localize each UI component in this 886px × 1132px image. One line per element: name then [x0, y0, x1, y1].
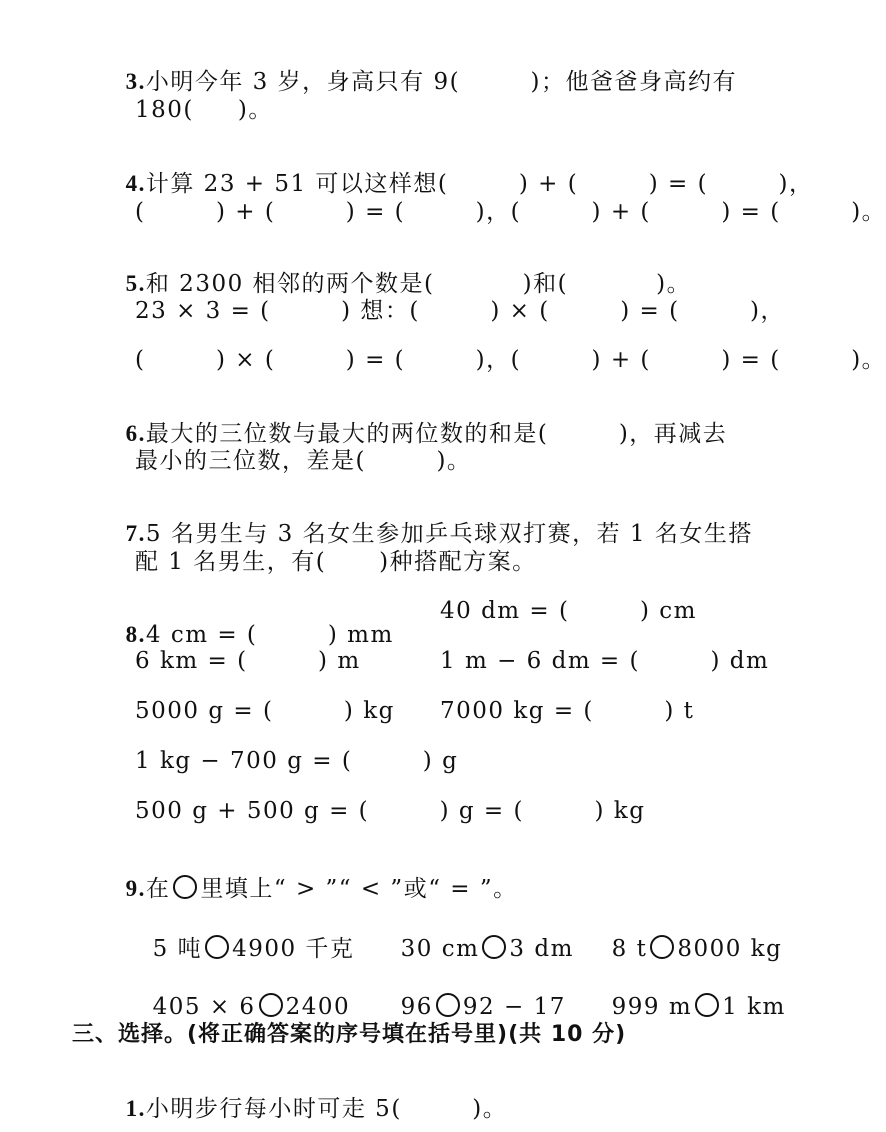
unit-conversion: 4 cm = ( ) mm — [145, 622, 394, 648]
question-text: 在 — [145, 876, 171, 902]
question-text: ( ) + ( ) = ( )，( ) + ( ) = ( )。 — [135, 199, 886, 225]
question-number: 6. — [125, 421, 146, 446]
unit-conversion: 6 km = ( ) m — [135, 648, 361, 674]
comparison-item — [594, 912, 782, 961]
question-text: 5 名男生与 3 名女生参加乒乓球双打赛，若 1 名女生搭 — [145, 521, 753, 547]
question-text: 小明步行每小时可走 5( )。 — [145, 1096, 508, 1122]
unit-conversion: 500 g + 500 g = ( ) g = ( ) kg — [135, 798, 646, 824]
question-6-cont — [135, 450, 471, 473]
question-text: 23 × 3 = ( ) 想：( ) × ( ) = ( )， — [135, 298, 786, 324]
question-text: 计算 23 + 51 可以这样想( ) + ( ) = ( )， — [145, 171, 814, 197]
compare-circle-icon[interactable] — [436, 993, 460, 1017]
compare-circle-icon[interactable] — [695, 993, 719, 1017]
unit-conversion: 7000 kg = ( ) t — [440, 698, 695, 724]
compare-circle-icon[interactable] — [205, 935, 229, 959]
question-text: ( ) × ( ) = ( )，( ) + ( ) = ( )。 — [135, 347, 886, 373]
compare-left: 999 m — [611, 994, 693, 1020]
unit-conversion: 5000 g = ( ) kg — [135, 698, 395, 724]
comparison-item — [383, 970, 566, 1019]
compare-left: 96 — [400, 994, 433, 1020]
question-4 — [108, 149, 814, 196]
question-8 — [108, 600, 394, 647]
question-3-cont — [135, 99, 273, 122]
question-4-cont — [135, 201, 886, 224]
compare-right: 92 − 17 — [462, 994, 566, 1020]
compare-right: 3 dm — [509, 936, 574, 962]
question-9 — [108, 852, 518, 901]
question-text: 里填上“ > ”“ < ”或“ = ”。 — [200, 876, 518, 902]
question-3 — [108, 47, 737, 94]
unit-conversion: 1 kg − 700 g = ( ) g — [135, 748, 459, 774]
question-number: 1. — [125, 1096, 146, 1121]
comparison-item — [135, 912, 354, 961]
unit-conversion: 1 m − 6 dm = ( ) dm — [440, 648, 770, 674]
compare-left: 5 吨 — [152, 936, 203, 962]
question-7-cont — [135, 551, 537, 574]
question-text: 配 1 名男生，有( )种搭配方案。 — [135, 549, 537, 575]
question-text: 最大的三位数与最大的两位数的和是( )，再减去 — [145, 421, 728, 447]
comparison-item — [594, 970, 786, 1019]
question-5 — [108, 249, 691, 296]
question-7 — [108, 499, 753, 546]
section-title: 三、选择。(将正确答案的序号填在括号里)(共 10 分) — [72, 1022, 627, 1047]
compare-left: 8 t — [611, 936, 648, 962]
question-text: 小明今年 3 岁，身高只有 9( )；他爸爸身高约有 — [145, 69, 738, 95]
compare-right: 1 km — [722, 994, 786, 1020]
comparison-item — [383, 912, 574, 961]
question-number: 8. — [125, 622, 146, 647]
comparison-item — [135, 970, 350, 1019]
compare-right: 4900 千克 — [232, 936, 355, 962]
compare-right: 2400 — [285, 994, 351, 1020]
compare-circle-icon[interactable] — [650, 935, 674, 959]
question-number: 9. — [125, 876, 146, 901]
compare-right: 8000 kg — [677, 936, 783, 962]
question-text: 和 2300 相邻的两个数是( )和( )。 — [145, 271, 692, 297]
question-number: 4. — [125, 171, 146, 196]
compare-circle-icon[interactable] — [259, 993, 283, 1017]
question-number: 5. — [125, 271, 146, 296]
question-number: 3. — [125, 69, 146, 94]
unit-conversion: 40 dm = ( ) cm — [440, 598, 697, 624]
compare-circle-icon[interactable] — [482, 935, 506, 959]
compare-left: 405 × 6 — [152, 994, 256, 1020]
question-number: 7. — [125, 521, 146, 546]
question-5-cont — [135, 300, 785, 323]
compare-left: 30 cm — [400, 936, 480, 962]
compare-circle-icon — [173, 875, 197, 899]
question-text: 180( )。 — [135, 97, 273, 123]
question-5-cont — [135, 349, 886, 372]
question-text: 最小的三位数，差是( )。 — [135, 448, 472, 474]
question-6 — [108, 399, 727, 446]
section-3-question-1 — [108, 1074, 507, 1121]
